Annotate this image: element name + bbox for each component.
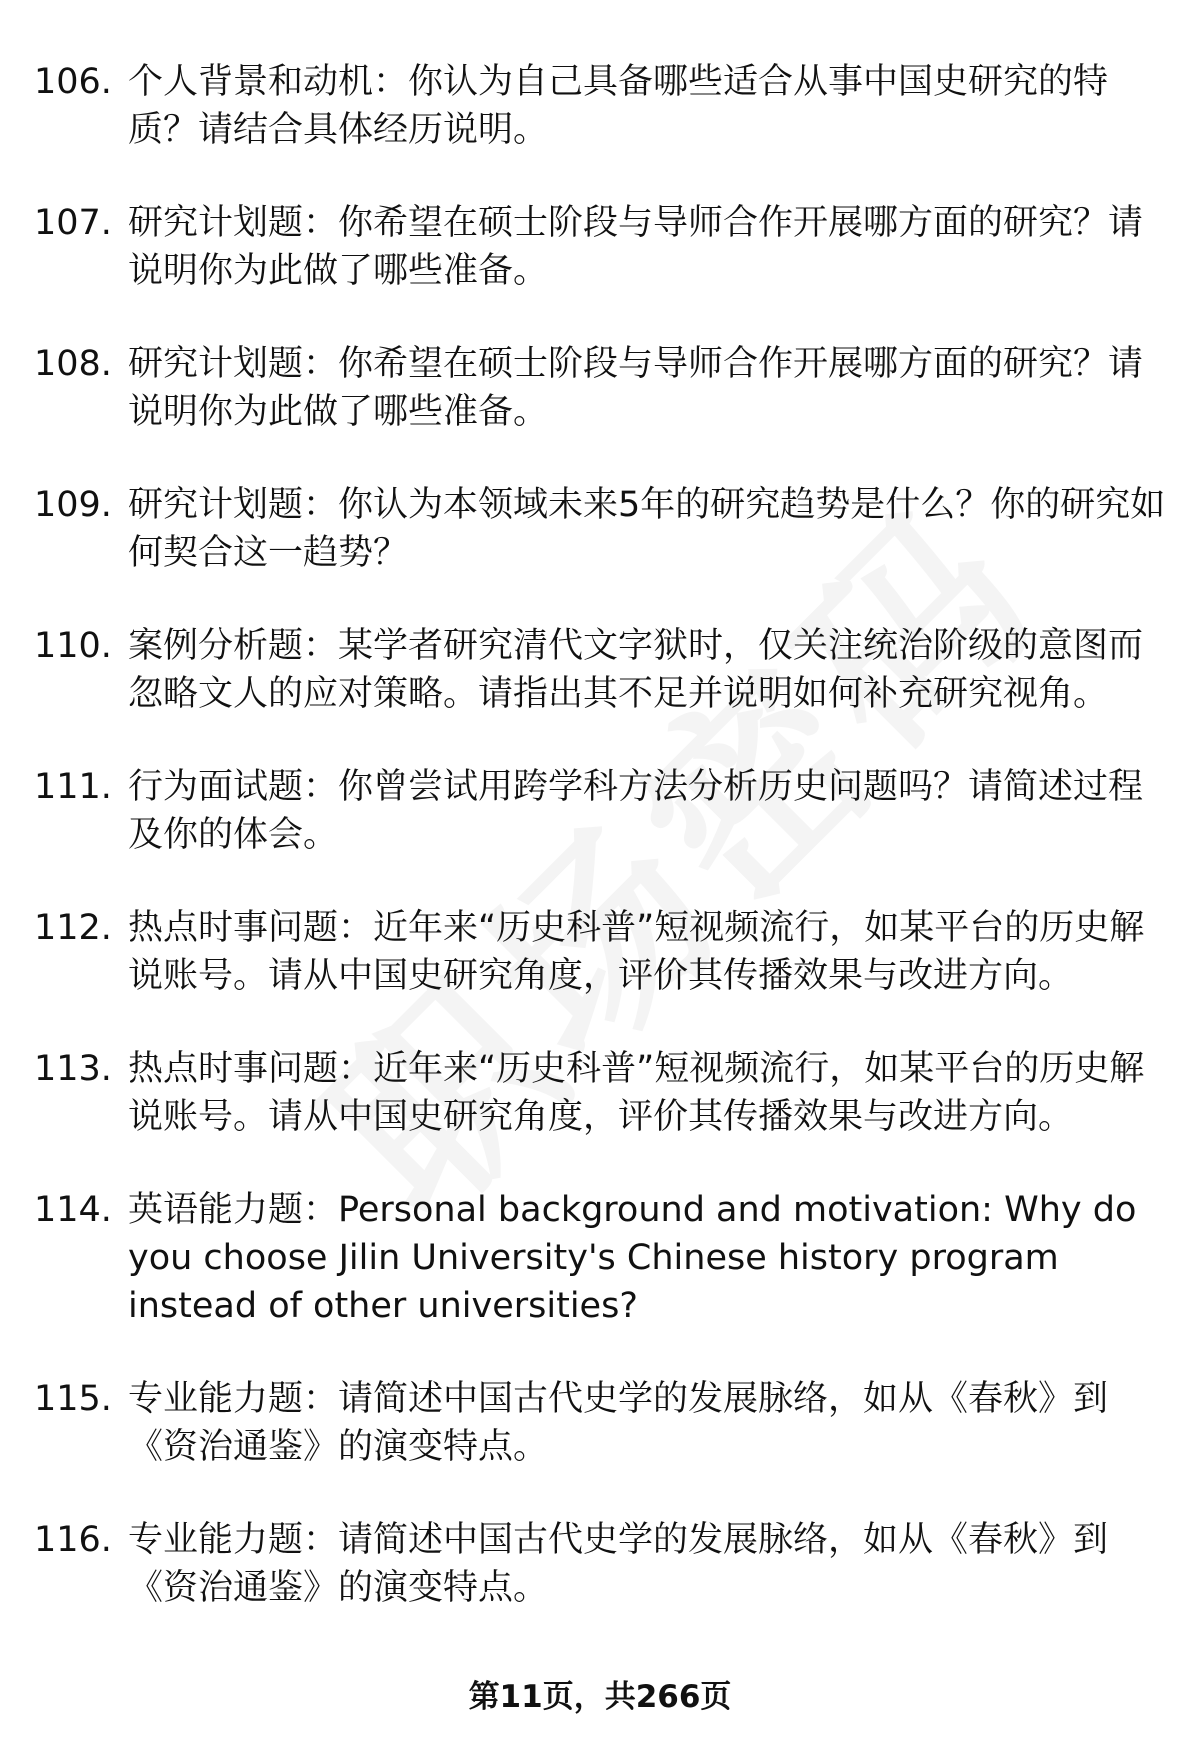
question-item-108 [0, 340, 1200, 436]
question-number: 108. [34, 344, 112, 384]
question-item-113 [0, 1045, 1200, 1141]
question-number: 110. [34, 626, 112, 666]
question-number: 116. [34, 1520, 112, 1560]
question-item-115 [0, 1375, 1200, 1471]
question-text: 研究计划题：你希望在硕士阶段与导师合作开展哪方面的研究？请说明你为此做了哪些准备。 [128, 203, 1144, 291]
question-text: 案例分析题：某学者研究清代文字狱时，仅关注统治阶级的意图而忽略文人的应对策略。请指出其不足并说明如何补充研究视角。 [128, 626, 1144, 714]
question-item-112 [0, 904, 1200, 1000]
question-text: 行为面试题：你曾尝试用跨学科方法分析历史问题吗？请简述过程及你的体会。 [128, 767, 1144, 855]
question-number: 109. [34, 485, 112, 525]
question-number: 111. [34, 767, 112, 807]
question-number: 107. [34, 203, 112, 243]
question-item-111 [0, 763, 1200, 859]
question-item-110 [0, 622, 1200, 718]
question-text: 热点时事问题：近年来“历史科普”短视频流行，如某平台的历史解说账号。请从中国史研究角度，评价其传播效果与改进方向。 [128, 1049, 1145, 1137]
question-number: 114. [34, 1190, 112, 1230]
question-number: 112. [34, 908, 112, 948]
question-item-107 [0, 199, 1200, 295]
question-list [0, 58, 1200, 1657]
page-number-footer: 第11页，共266页 [468, 1679, 732, 1715]
question-number: 106. [34, 62, 112, 102]
question-number: 115. [34, 1379, 112, 1419]
question-text: 专业能力题：请简述中国古代史学的发展脉络，如从《春秋》到《资治通鉴》的演变特点。 [128, 1520, 1109, 1608]
question-text: 热点时事问题：近年来“历史科普”短视频流行，如某平台的历史解说账号。请从中国史研究角度，评价其传播效果与改进方向。 [128, 908, 1145, 996]
question-item-109 [0, 481, 1200, 577]
question-item-106 [0, 58, 1200, 154]
question-item-114 [0, 1186, 1200, 1330]
question-text: 研究计划题：你认为本领域未来5年的研究趋势是什么？你的研究如何契合这一趋势？ [128, 485, 1166, 573]
question-text: 英语能力题：Personal background and motivation: Why do you choose Jilin University's Chinese history program instead of other universities? [128, 1190, 1137, 1326]
question-number: 113. [34, 1049, 112, 1089]
question-item-116 [0, 1516, 1200, 1612]
question-text: 专业能力题：请简述中国古代史学的发展脉络，如从《春秋》到《资治通鉴》的演变特点。 [128, 1379, 1109, 1467]
question-text: 个人背景和动机：你认为自己具备哪些适合从事中国史研究的特质？请结合具体经历说明。 [128, 62, 1109, 150]
question-text: 研究计划题：你希望在硕士阶段与导师合作开展哪方面的研究？请说明你为此做了哪些准备。 [128, 344, 1144, 432]
